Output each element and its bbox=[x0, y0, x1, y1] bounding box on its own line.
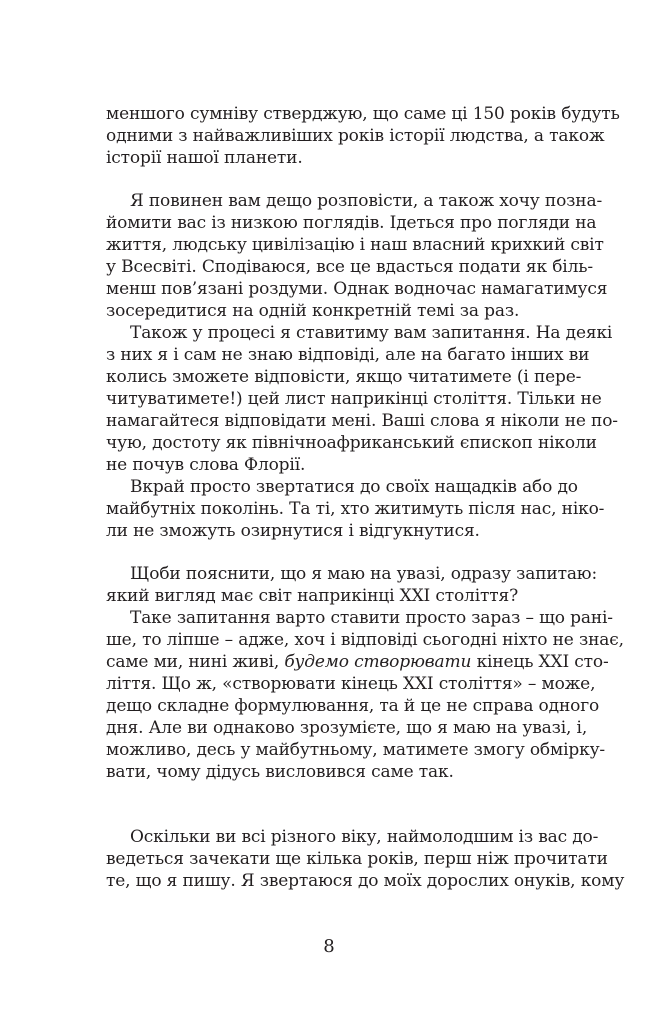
text-line: чую, достоту як північноафриканський єпископ ніколи bbox=[106, 433, 597, 453]
text-line: йомити вас із низкою поглядів. Ідеться про погляди на bbox=[106, 213, 597, 233]
text-line: ліття. Що ж, «створювати кінець XXI століття» – може, bbox=[106, 674, 596, 694]
text-line: меншого сумніву стверджую, що саме ці 150 років будуть bbox=[106, 104, 620, 124]
text-line: можливо, десь у майбутньому, матимете змогу обмірку- bbox=[106, 740, 606, 760]
text-line: Щоби пояснити, що я маю на увазі, одразу запитаю: bbox=[130, 564, 598, 584]
text-line: ли не зможуть озирнутися і відгукнутися. bbox=[106, 521, 480, 541]
text-line: менш пов’язані роздуми. Однак водночас намагатимуся bbox=[106, 279, 608, 299]
text-line: те, що я пишу. Я звертаюся до моїх дорослих онуків, кому bbox=[106, 871, 625, 891]
text-line: Таке запитання варто ставити просто зараз – що рані- bbox=[130, 608, 613, 628]
text-line: майбутніх поколінь. Та ті, хто житимуть після нас, ніко- bbox=[106, 499, 605, 519]
emphasis-text: будемо створювати bbox=[284, 652, 472, 672]
text-line: ше, то ліпше – адже, хоч і відповіді сьогодні ніхто не знає, bbox=[106, 630, 624, 650]
text-line: дещо складне формулювання, та й це не справа одного bbox=[106, 696, 600, 716]
text-line: зосередитися на одній конкретній темі за раз. bbox=[106, 301, 520, 321]
text-line: історії нашої планети. bbox=[106, 148, 303, 168]
text-line: вати, чому дідусь висловився саме так. bbox=[106, 762, 454, 782]
text-line: Я повинен вам дещо розповісти, а також хочу позна- bbox=[130, 191, 603, 211]
text-line: колись зможете відповісти, якщо читатимете (і пере- bbox=[106, 367, 582, 387]
text-line: життя, людську цивілізацію і наш власний крихкий світ bbox=[106, 235, 604, 255]
text-segment: кінець XXI сто- bbox=[471, 652, 609, 672]
text-line: не почув слова Флорії. bbox=[106, 455, 306, 475]
page-number: 8 bbox=[323, 936, 335, 957]
text-line: ведеться зачекати ще кілька років, перш ніж прочитати bbox=[106, 849, 608, 869]
text-line: з них я і сам не знаю відповіді, але на багато інших ви bbox=[106, 345, 590, 365]
text-line: читуватимете!) цей лист наприкінці століття. Тільки не bbox=[106, 389, 602, 409]
text-line: дня. Але ви однаково зрозумієте, що я маю на увазі, і, bbox=[106, 718, 588, 738]
text-line: який вигляд має світ наприкінці XXI століття? bbox=[106, 586, 519, 606]
text-line bbox=[106, 651, 609, 673]
text-line: Також у процесі я ставитиму вам запитання. На деякі bbox=[130, 323, 613, 343]
text-line: одними з найважливіших років історії людства, а також bbox=[106, 126, 605, 146]
text-segment: саме ми, нині живі, bbox=[106, 652, 285, 672]
text-line: Оскільки ви всі різного віку, наймолодшим із вас до- bbox=[130, 827, 599, 847]
text-line: намагайтеся відповідати мені. Ваші слова я ніколи не по- bbox=[106, 411, 618, 431]
text-line: у Всесвіті. Сподіваюся, все це вдасться подати як біль- bbox=[106, 257, 593, 277]
text-line: Вкрай просто звертатися до своїх нащадків або до bbox=[130, 477, 578, 497]
